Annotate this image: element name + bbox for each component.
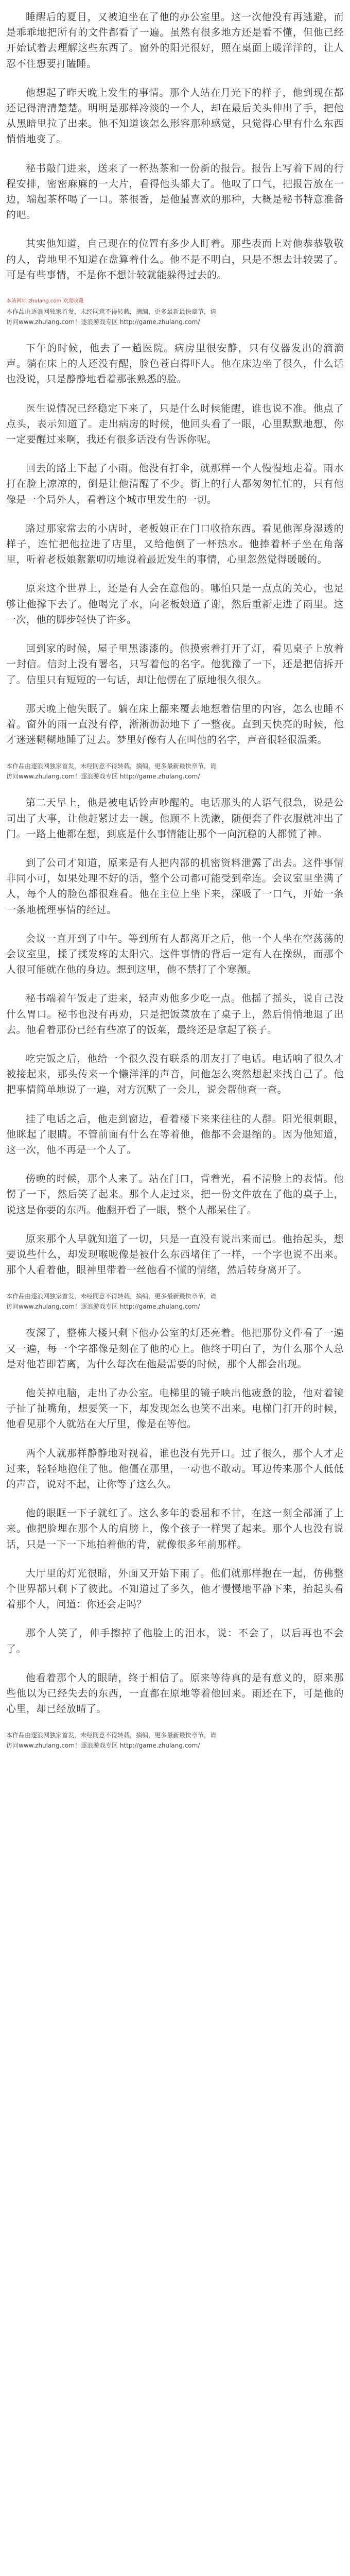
site-url-note: 本站网址 zhulang.com 欢迎收藏 (6, 298, 84, 304)
paragraph: 那个人笑了，伸手擦掉了他脸上的泪水，说：不会了，以后再也不会了。 (6, 1628, 344, 1655)
notice-line: 本作品由逐浪网独家首发，未经同意不得转载，摘编，更多最新最快章节，请 (6, 762, 217, 770)
chapter-body-part-a (6, 9, 344, 283)
paragraph: 回到家的时候，屋子里黑漆漆的。他摸索着打开了灯，看见桌子上放着一封信。信封上没有署名，只写着他的名字。他犹豫了一下，还是把信拆开了。信里只有短短的一句话，却让他愣在了原地很久很久。 (6, 643, 344, 686)
paragraph: 他关掉电脑，走出了办公室。电梯里的镜子映出他疲惫的脸，他对着镜子扯了扯嘴角，想要笑一下，却发现怎么也笑不出来。电梯门打开的时候，他看见那个人就站在大厅里，像是在等他。 (6, 1387, 344, 1430)
paragraph: 秘书端着午饭走了进来，轻声劝他多少吃一点。他摇了摇头，说自己没什么胃口。秘书也没有再劝，只是把饭菜放在了桌子上，然后悄悄地退了出去。他看着那份已经有些凉了的饭菜，最终还是拿起了筷子。 (6, 993, 344, 1036)
paragraph: 原来这个世界上，还是有人会在意他的。哪怕只是一点点的关心，也足够让他撑下去了。他喝完了水，向老板娘道了谢，然后重新走进了雨里。这一次，他的脚步轻快了许多。 (6, 583, 344, 625)
paragraph: 挂了电话之后，他走到窗边，看着楼下来来往往的人群。阳光很刺眼，他眯起了眼睛。不管前面有什么在等着他，他都不会退缩的。因为他知道，这一次，他不再是一个人了。 (6, 1113, 344, 1156)
paragraph: 大厅里的灯光很暗，外面又开始下雨了。他们就那样抱在一起，仿佛整个世界都只剩下了彼此。不知道过了多久，他才慢慢地平静下来，抬起头看着那个人，问道：你还会走吗？ (6, 1567, 344, 1611)
notice-link[interactable]: 访问www.zhulang.com！逐浪游戏专区 http://game.zhulang.com/ (6, 773, 200, 781)
notice-line: 本作品由逐浪网独家首发，未经同意不得转载，摘编，更多最新最快章节，请 (6, 1293, 217, 1300)
chapter-body-part-d (6, 1325, 344, 1717)
paragraph: 路过那家常去的小店时，老板娘正在门口收拾东西。看见他浑身湿透的样子，连忙把他拉进了店里，又给他倒了一杯热水。他捧着杯子坐在角落里，听着老板娘絮絮叨叨地说着最近发生的事情，心里忽然觉得暖暖的。 (6, 522, 344, 566)
copyright-notice (6, 296, 344, 327)
copyright-notice (6, 1730, 344, 1751)
paragraph: 夜深了，整栋大楼只剩下他办公室的灯还亮着。他把那份文件看了一遍又一遍，每一个字都像是刻在了他的心上。他终于明白了，为什么那个人总是对他若即若离，为什么每次在他最需要的时候，那个人都会出现。 (6, 1327, 344, 1370)
paragraph: 两个人就那样静静地对视着，谁也没有先开口。过了很久，那个人才走过来，轻轻地抱住了他。他僵在那里，一动也不敢动。耳边传来那个人低低的声音，说对不起，让你等了这么久。 (6, 1447, 344, 1490)
paragraph: 其实他知道，自己现在的位置有多少人盯着。那些表面上对他恭恭敬敬的人，背地里不知道在盘算着什么。他不是不明白，只是不想去计较罢了。可是有些事情，不是你不想计较就能躲得过去的。 (6, 238, 344, 281)
chapter-body-part-b (6, 341, 344, 748)
copyright-notice (6, 1291, 344, 1312)
paragraph: 傍晚的时候，那个人来了。站在门口，背着光，看不清脸上的表情。他愣了一下，然后笑了起来。那个人走过来，把一份文件放在了他的桌子上，说这是你要的东西。他翻开看了一眼，整个人都呆住了。 (6, 1173, 344, 1216)
paragraph: 他想起了昨天晚上发生的事情。那个人站在月光下的样子，他到现在都还记得清清楚楚。明明是那样冷淡的一个人，却在最后关头伸出了手，把他从黑暗里拉了出来。他不知道该怎么形容那种感觉，只觉得心里有什么东西悄悄地变了。 (6, 87, 344, 145)
notice-line: 本作品由逐浪网独家首发，未经同意不得转载，摘编，更多最新最快章节，请 (6, 308, 217, 316)
paragraph: 医生说情况已经稳定下来了，只是什么时候能醒，谁也说不准。他点了点头，表示知道了。走出病房的时候，他回头看了一眼，心里默默地想，你一定要醒过来啊，我还有很多话没有告诉你呢。 (6, 402, 344, 446)
paragraph: 下午的时候，他去了一趟医院。病房里很安静，只有仪器发出的滴滴声。躺在床上的人还没有醒，脸色苍白得吓人。他在床边坐了很久，什么话也没说，只是静静地看着那张熟悉的脸。 (6, 343, 344, 385)
paragraph: 原来那个人早就知道了一切，只是一直没有说出来而已。他抬起头，想要说些什么，却发现喉咙像是被什么东西堵住了一样，一个字也说不出来。那个人看着他，眼神里带着一丝他看不懂的情绪，然后转身离开了。 (6, 1233, 344, 1276)
paragraph: 到了公司才知道，原来是有人把内部的机密资料泄露了出去。这件事情非同小可，如果处理不好的话，整个公司都可能受到牵连。会议室里坐满了人，每个人的脸色都很难看。他在主位上坐下来，深吸了一口气，开始一条一条地梳理事情的经过。 (6, 857, 344, 916)
paragraph: 睡醒后的夏目，又被迫坐在了他的办公室里。这一次他没有再逃避，而是乖乖地把所有的文件都看了一遍。虽然有很多地方还是看不懂，但他已经开始试着去理解这些东西了。窗外的阳光很好，照在桌面上暖洋洋的，让人忍不住想要打瞌睡。 (6, 11, 344, 70)
notice-link[interactable]: 访问www.zhulang.com！逐浪游戏专区 http://game.zhulang.com/ (6, 1742, 200, 1750)
paragraph: 他的眼眶一下子就红了。这么多年的委屈和不甘，在这一刻全部涌了上来。他把脸埋在那个人的肩膀上，像个孩子一样哭了起来。那个人也没有说话，只是一下一下地拍着他的背，就像很多年前那样。 (6, 1507, 344, 1550)
notice-link[interactable]: 访问www.zhulang.com！逐浪游戏专区 http://game.zhulang.com/ (6, 1303, 200, 1311)
paragraph: 第二天早上，他是被电话铃声吵醒的。电话那头的人语气很急，说是公司出了大事，让他赶紧过去一趟。他顾不上洗漱，随便套了件衣服就冲出了门。一路上他都在想，到底是什么事情能让那个一向沉稳的人都慌了神。 (6, 797, 344, 840)
copyright-notice (6, 761, 344, 782)
chapter-body-part-c (6, 795, 344, 1278)
paragraph: 回去的路上下起了小雨。他没有打伞，就那样一个人慢慢地走着。雨水打在脸上凉凉的，倒是让他清醒了不少。街上的行人都匆匆忙忙的，只有他像是一个局外人，看着这个城市里发生的一切。 (6, 463, 344, 505)
paragraph: 吃完饭之后，他给一个很久没有联系的朋友打了电话。电话响了很久才被接起来，那头传来一个懒洋洋的声音，问他怎么突然想起来找自己了。他把事情简单地说了一遍，对方沉默了一会儿，说会帮他查一查。 (6, 1053, 344, 1096)
notice-line: 本作品由逐浪网独家首发，未经同意不得转载，摘编，更多最新最快章节，请 (6, 1732, 217, 1739)
notice-link[interactable]: 访问www.zhulang.com！逐浪游戏专区 http://game.zhulang.com/ (6, 318, 200, 326)
paragraph: 那天晚上他失眠了。躺在床上翻来覆去地想着信里的内容，怎么也睡不着。窗外的雨一直没有停，淅淅沥沥地下了一整夜。直到天快亮的时候，他才迷迷糊糊地睡了过去。梦里好像有人在叫他的名字，声音很轻很温柔。 (6, 703, 344, 746)
paragraph: 会议一直开到了中午。等到所有人都离开之后，他一个人坐在空荡荡的会议室里，揉了揉发疼的太阳穴。这件事情的背后一定有人在操纵，而那个人很可能就在他的身边。想到这里，他不禁打了个寒颤。 (6, 933, 344, 976)
paragraph: 秘书敲门进来，送来了一杯热茶和一份新的报告。报告上写着下周的行程安排，密密麻麻的一大片，看得他头都大了。他叹了口气，把报告放在一边，端起茶杯喝了一口。茶很香，是他最喜欢的那种，大概是秘书特意准备的吧。 (6, 162, 344, 221)
paragraph: 他看着那个人的眼睛，终于相信了。原来等待真的是有意义的，原来那些他以为已经失去的东西，一直都在原地等着他回来。雨还在下，可是他的心里，却已经放晴了。 (6, 1672, 344, 1715)
